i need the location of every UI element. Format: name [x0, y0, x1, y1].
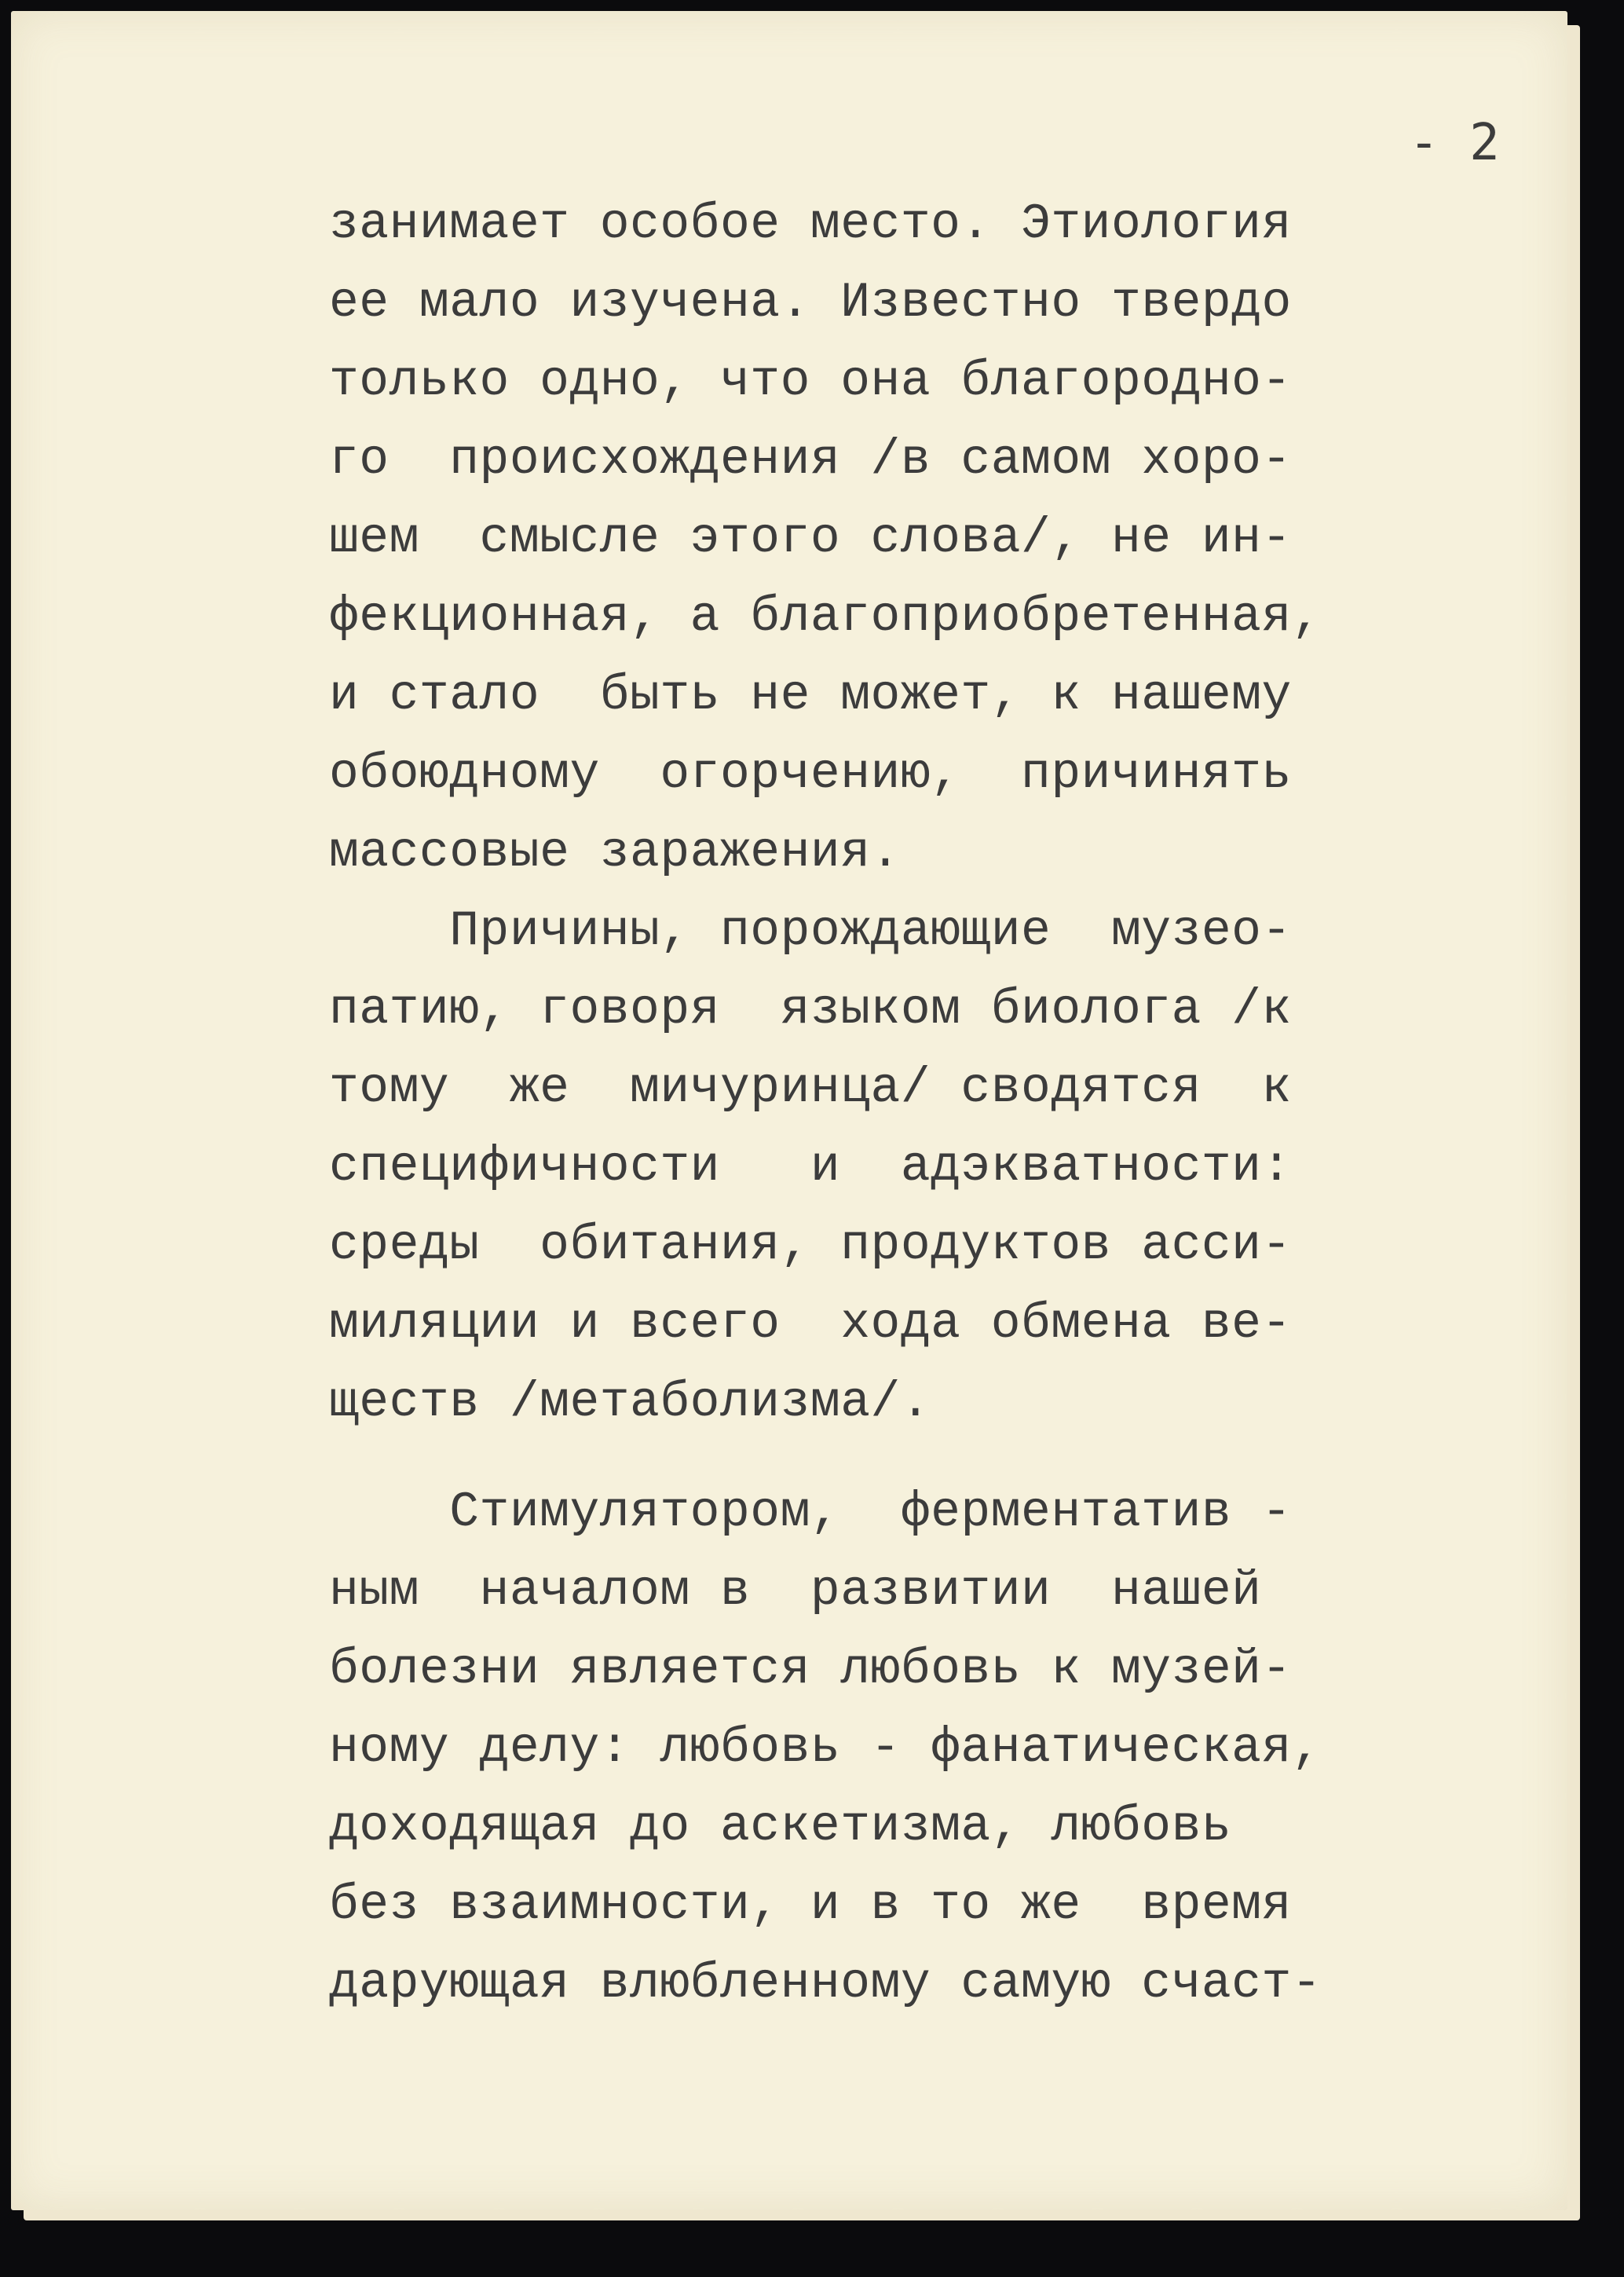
text-line: фекционная, а благоприобретенная, — [329, 589, 1322, 645]
text-line: только одно, что она благородно- — [329, 353, 1292, 409]
text-line: ному делу: любовь - фанатическая, — [329, 1720, 1322, 1776]
text-line: патию, говоря языком биолога /к — [329, 982, 1292, 1038]
text-line: Причины, порождающие музео- — [329, 903, 1292, 959]
text-line: го происхождения /в самом хоро- — [329, 432, 1292, 488]
paragraph-3 — [329, 1473, 1491, 2023]
paragraph-1 — [329, 185, 1491, 892]
paragraph-gap — [329, 1442, 1491, 1473]
text-line: без взаимности, и в то же время — [329, 1877, 1292, 1933]
document-page — [11, 11, 1567, 2210]
text-line: ее мало изучена. Известно твердо — [329, 275, 1292, 331]
text-line: тому же мичуринца/ сводятся к — [329, 1060, 1292, 1116]
text-line: обоюдному огорчению, причинять — [329, 746, 1292, 802]
text-line: ществ /метаболизма/. — [329, 1375, 931, 1430]
text-line: среды обитания, продуктов асси- — [329, 1217, 1292, 1273]
text-line: дарующая влюбленному самую счаст- — [329, 1956, 1322, 2012]
typewritten-text — [329, 185, 1491, 2023]
text-line: болезни является любовь к музей- — [329, 1642, 1292, 1697]
page-number: - 2 — [1409, 114, 1500, 172]
paragraph-2 — [329, 892, 1491, 1442]
text-line: занимает особое место. Этиология — [329, 196, 1292, 252]
text-line: специфичности и адэкватности: — [329, 1139, 1292, 1195]
text-line: доходящая до аскетизма, любовь — [329, 1799, 1232, 1854]
text-line: массовые заражения. — [329, 825, 901, 880]
text-line: шем смысле этого слова/, не ин- — [329, 511, 1292, 566]
text-line: и стало быть не может, к нашему — [329, 668, 1292, 723]
text-line: миляции и всего хода обмена ве- — [329, 1296, 1292, 1352]
text-line: Стимулятором, ферментатив - — [329, 1484, 1292, 1540]
text-line: ным началом в развитии нашей — [329, 1563, 1262, 1619]
